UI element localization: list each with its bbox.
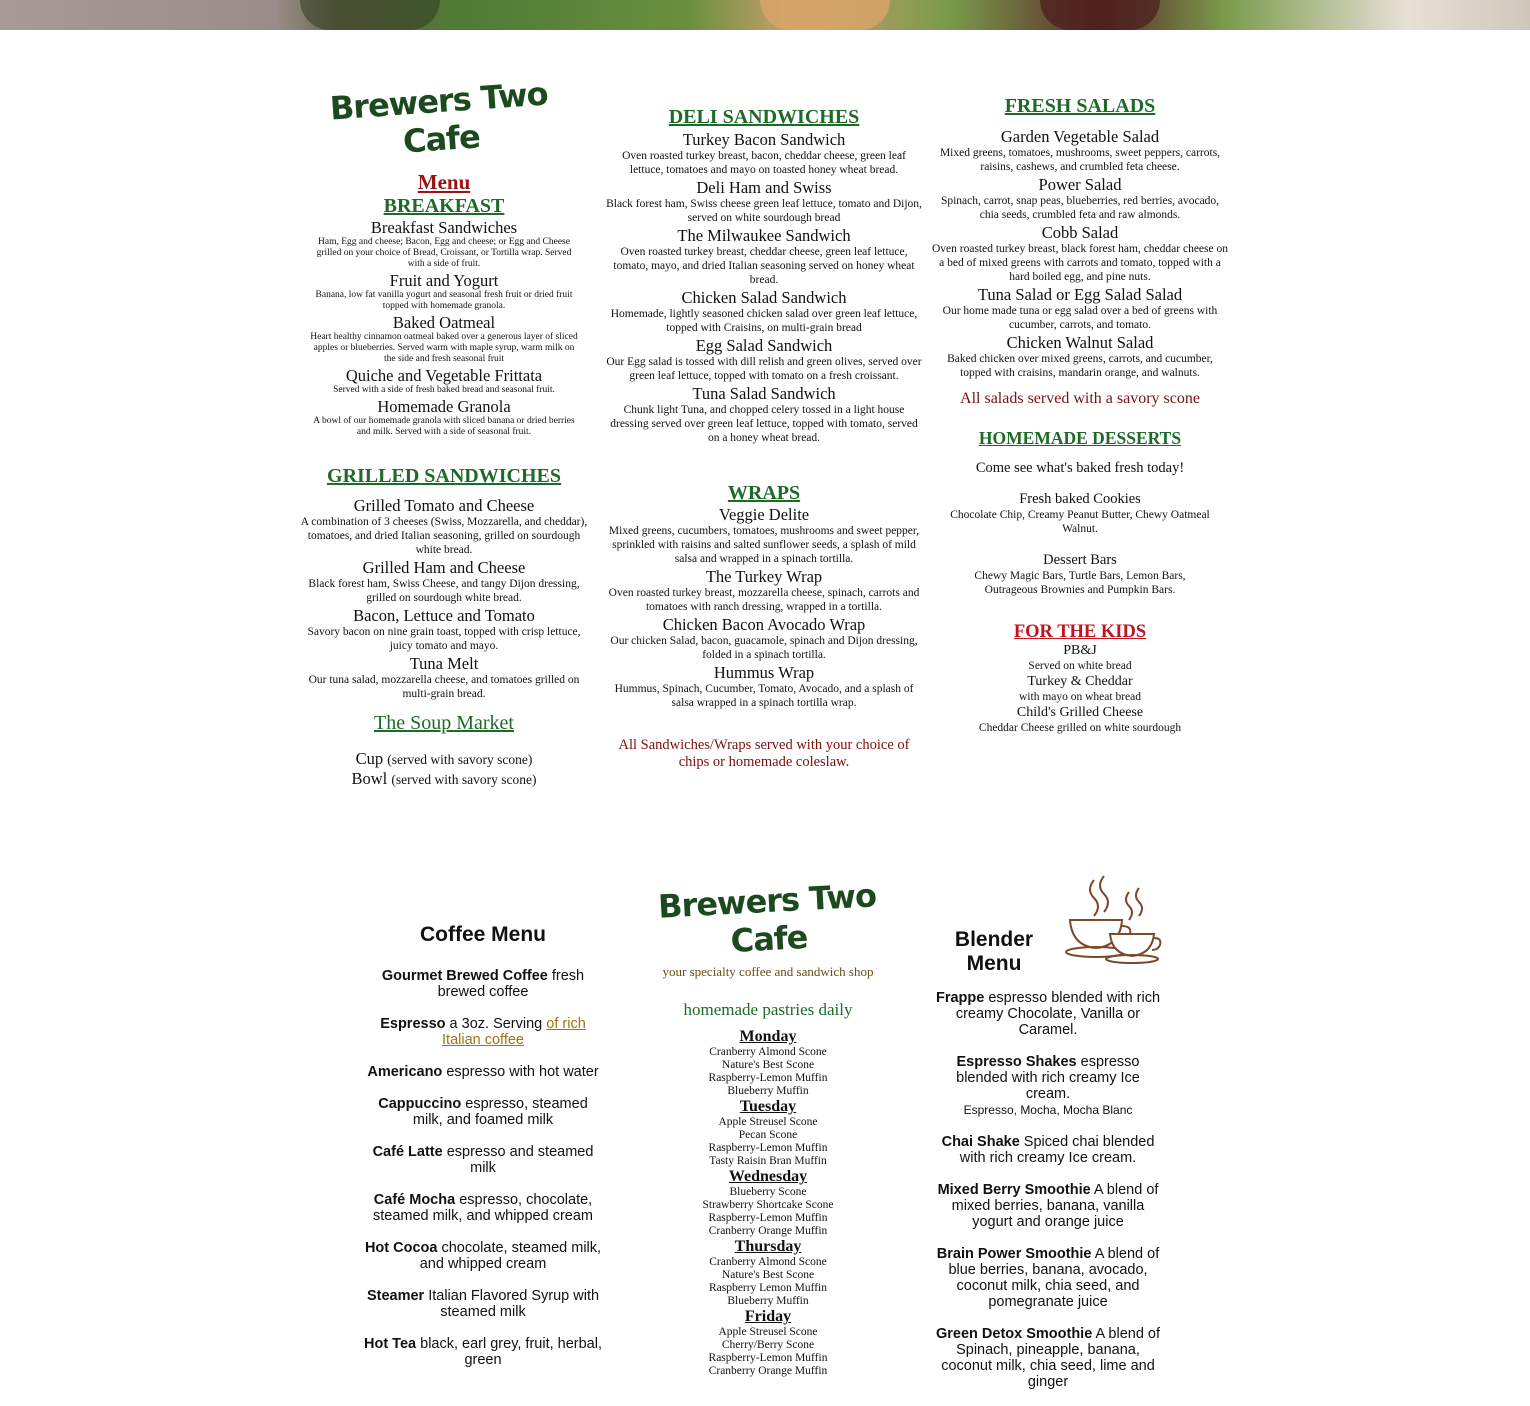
- menu-item-desc: Our chicken Salad, bacon, guacamole, spinach and Dijon dressing, folded in a spinach tortilla.: [610, 635, 918, 661]
- desserts-heading: HOMEMADE DESSERTS: [978, 428, 1182, 448]
- menu-item-name: Fruit and Yogurt: [389, 271, 499, 290]
- menu-item-desc: Oven roasted turkey breast, bacon, cheddar cheese, green leaf lettuce, tomatoes and mayo on toasted honey wheat bread.: [622, 150, 906, 176]
- blender-item: [934, 1326, 1162, 1390]
- pastry-item: Cranberry Orange Muffin: [708, 1365, 828, 1377]
- coffee-item-name: Gourmet Brewed Coffee: [381, 968, 548, 984]
- menu-item-name: Chicken Walnut Salad: [1006, 333, 1154, 352]
- menu-item-desc: Oven roasted turkey breast, black forest ham, cheddar cheese on a bed of mixed greens with carrots and tomato, topped with a hard boiled egg, and pine nuts.: [931, 243, 1228, 283]
- menu-item-name: Tuna Melt: [409, 654, 479, 673]
- pastry-item: Nature's Best Scone: [721, 1059, 815, 1071]
- pastries-heading: homemade pastries daily: [683, 1000, 853, 1019]
- salads-heading: FRESH SALADS: [1004, 95, 1156, 117]
- coffee-item: [363, 968, 603, 1000]
- menu-item-name: Hummus Wrap: [713, 663, 815, 682]
- menu-item-name: Tuna Salad Sandwich: [692, 384, 836, 403]
- blender-item-name: Brain Power Smoothie: [936, 1246, 1092, 1262]
- blender-item-desc: A blend of Spinach, pineapple, banana, coconut milk, chia seed, lime and ginger: [941, 1326, 1161, 1390]
- menu-item-name: Turkey Bacon Sandwich: [682, 130, 846, 149]
- pastry-item: Blueberry Muffin: [727, 1295, 809, 1307]
- hero-plate-shadow: [300, 0, 440, 30]
- grilled-list: [298, 496, 590, 701]
- menu-item-name: Homemade Granola: [377, 397, 511, 416]
- coffee-item-desc: black, earl grey, fruit, herbal, green: [420, 1336, 602, 1368]
- menu-item-desc: Heart healthy cinnamon oatmeal baked over a generous layer of sliced apples or blueberries. Served warm with maple syrup, warm milk on the side and fresh seasonal fruit: [310, 332, 578, 364]
- food-column-middle: [606, 104, 922, 771]
- menu-item-name: Garden Vegetable Salad: [1000, 127, 1160, 146]
- menu-item-desc: Hummus, Spinach, Cucumber, Tomato, Avocado, and a splash of salsa wrapped in a spinach tortilla wrap.: [614, 683, 914, 709]
- menu-item-desc: Black forest ham, Swiss cheese green leaf lettuce, tomato and Dijon, served on white sourdough bread: [606, 198, 922, 224]
- blender-item-desc: espresso blended with rich creamy Chocolate, Vanilla or Caramel.: [955, 990, 1161, 1038]
- menu-item-desc: Oven roasted turkey breast, mozzarella cheese, spinach, carrots and tomatoes with ranch dressing, wrapped in a tortilla.: [608, 587, 920, 613]
- kids-list: [930, 643, 1230, 736]
- brand-logo-secondary: Brewers Two Cafe: [657, 876, 877, 960]
- deli-heading: DELI SANDWICHES: [668, 106, 860, 128]
- kids-item-desc: Cheddar Cheese grilled on white sourdough: [978, 722, 1182, 734]
- pastry-item: Strawberry Shortcake Scone: [702, 1199, 834, 1211]
- food-column-right: [930, 93, 1230, 736]
- kids-item-desc: Served on white bread: [1028, 660, 1132, 672]
- menu-item-desc: Baked chicken over mixed greens, carrots, and cucumber, topped with craisins, mandarin orange, and walnuts.: [947, 353, 1213, 379]
- soup-bowl-label: Bowl: [351, 769, 388, 788]
- coffee-item-desc: espresso, chocolate, steamed milk, and whipped cream: [372, 1192, 594, 1224]
- kids-item-name: Turkey & Cheddar: [1027, 674, 1133, 689]
- pastry-day: Thursday: [734, 1238, 802, 1255]
- coffee-item-desc: espresso with hot water: [446, 1064, 599, 1080]
- pastry-day: Monday: [739, 1028, 797, 1045]
- pastry-item: Nature's Best Scone: [721, 1269, 815, 1281]
- menu-item-desc: Our tuna salad, mozzarella cheese, and tomatoes grilled on multi-grain bread.: [308, 674, 580, 700]
- menu-item-name: Breakfast Sandwiches: [370, 218, 518, 237]
- menu-item-desc: Mixed greens, cucumbers, tomatoes, mushrooms and sweet pepper, sprinkled with raisins and salted sunflower seeds, a splash of mild salsa and wrapped in a spinach tortilla.: [608, 525, 920, 565]
- kids-item-name: PB&J: [1063, 643, 1097, 658]
- menu-item-desc: Our home made tuna or egg salad over a bed of greens with cucumber, carrots, and tomato.: [942, 305, 1218, 331]
- coffee-item-name: Espresso: [380, 1016, 446, 1032]
- blender-item-desc: A blend of blue berries, banana, avocado, coconut milk, chia seed, and pomegranate juice: [948, 1246, 1160, 1310]
- blender-list: [934, 990, 1162, 1390]
- menu-item-name: Deli Ham and Swiss: [696, 178, 832, 197]
- blender-item: [934, 990, 1162, 1038]
- kids-item-name: Child's Grilled Cheese: [1016, 705, 1144, 720]
- menu-item-desc: Savory bacon on nine grain toast, topped with crisp lettuce, juicy tomato and mayo.: [307, 626, 581, 652]
- food-column-left: [298, 74, 598, 789]
- pastry-item: Apple Streusel Scone: [718, 1326, 818, 1338]
- coffee-item-desc: espresso and steamed milk: [446, 1144, 594, 1176]
- menu-item-name: Grilled Tomato and Cheese: [353, 496, 535, 515]
- blender-item: [934, 1054, 1162, 1118]
- pastries-list: [618, 1028, 918, 1378]
- salads-list: [930, 127, 1230, 380]
- menu-item-name: The Turkey Wrap: [705, 567, 823, 586]
- coffee-list: [363, 968, 603, 1368]
- blender-item: [934, 1246, 1162, 1310]
- desserts-intro: Come see what's baked fresh today!: [975, 460, 1185, 476]
- wraps-note: All Sandwiches/Wraps served with your choice of chips or homemade coleslaw.: [618, 737, 910, 770]
- coffee-item: [363, 1240, 603, 1272]
- blender-item: [934, 1182, 1162, 1230]
- menu-item-name: Cobb Salad: [1041, 223, 1119, 242]
- kids-item-desc: with mayo on wheat bread: [1019, 691, 1141, 703]
- pastry-day: Friday: [744, 1308, 792, 1325]
- pastry-item: Pecan Scone: [738, 1129, 798, 1141]
- coffee-cups-icon: [1064, 872, 1164, 964]
- blender-item-name: Chai Shake: [941, 1134, 1020, 1150]
- menu-item-desc: A bowl of our homemade granola with sliced banana or dried berries and milk. Served with a side of seasonal fruit.: [313, 416, 575, 437]
- menu-item-desc: Homemade, lightly seasoned chicken salad over green leaf lettuce, topped with Craisins, on multi-grain bread: [610, 308, 918, 334]
- pastry-item: Cranberry Orange Muffin: [708, 1225, 828, 1237]
- menu-item-desc: Banana, low fat vanilla yogurt and seasonal fresh fruit or dried fruit topped with homemade granola.: [315, 290, 573, 311]
- menu-item-desc: Mixed greens, tomatoes, mushrooms, sweet peppers, carrots, raisins, cashews, and crumbled feta cheese.: [939, 147, 1221, 173]
- coffee-item-name: Café Mocha: [373, 1192, 456, 1208]
- blender-item-desc: A blend of mixed berries, banana, vanilla yogurt and orange juice: [951, 1182, 1159, 1230]
- blender-item-name: Mixed Berry Smoothie: [937, 1182, 1091, 1198]
- pastry-item: Cranberry Almond Scone: [709, 1256, 827, 1268]
- blender-title-line2: Menu: [966, 952, 1022, 975]
- pastry-item: Raspberry-Lemon Muffin: [708, 1142, 828, 1154]
- coffee-item-desc: espresso, steamed milk, and foamed milk: [412, 1096, 588, 1128]
- soup-cup: [298, 749, 590, 769]
- menu-item-name: Chicken Salad Sandwich: [681, 288, 847, 307]
- blender-column: [934, 928, 1162, 1406]
- coffee-item-desc: fresh brewed coffee: [437, 968, 585, 1000]
- blender-title-line1: Blender: [954, 928, 1034, 951]
- coffee-item-name: Steamer: [366, 1288, 425, 1304]
- bars-desc: Chewy Magic Bars, Turtle Bars, Lemon Bars, Outrageous Brownies and Pumpkin Bars.: [974, 570, 1186, 596]
- pastry-item: Blueberry Scone: [729, 1186, 807, 1198]
- menu-item-name: Veggie Delite: [718, 505, 810, 524]
- coffee-item: [363, 1096, 603, 1128]
- soup-bowl-note: (served with savory scone): [391, 772, 537, 787]
- coffee-item-name: Café Latte: [372, 1144, 443, 1160]
- wraps-heading: WRAPS: [727, 482, 801, 504]
- coffee-item-name: Cappuccino: [378, 1096, 462, 1112]
- soup-cup-label: Cup: [355, 749, 384, 768]
- menu-item-name: Quiche and Vegetable Frittata: [345, 366, 543, 385]
- coffee-item: [363, 1336, 603, 1368]
- pastry-item: Raspberry-Lemon Muffin: [708, 1352, 828, 1364]
- brand-tagline: your specialty coffee and sandwich shop: [662, 964, 874, 979]
- coffee-item-desc: a 3oz. Serving: [449, 1016, 543, 1032]
- soup-bowl: [298, 769, 590, 789]
- menu-item-name: Baked Oatmeal: [392, 313, 496, 332]
- pastry-item: Cherry/Berry Scone: [721, 1339, 815, 1351]
- coffee-item-link[interactable]: of rich Italian coffee: [442, 1016, 586, 1048]
- menu-title: Menu: [417, 170, 471, 194]
- deli-list: [606, 130, 922, 445]
- coffee-item-desc: Italian Flavored Syrup with steamed milk: [428, 1288, 600, 1320]
- pastry-day: Wednesday: [728, 1168, 808, 1185]
- menu-item-desc: Oven roasted turkey breast, cheddar cheese, green leaf lettuce, tomato, mayo, and dried Italian seasoning served on honey wheat bread.: [613, 246, 915, 286]
- hero-fruit: [760, 0, 890, 30]
- breakfast-heading: BREAKFAST: [383, 195, 505, 217]
- pastries-column: [618, 876, 918, 1378]
- pastry-item: Cranberry Almond Scone: [709, 1046, 827, 1058]
- blender-item-name: Frappe: [935, 990, 985, 1006]
- kids-heading: FOR THE KIDS: [1013, 622, 1147, 642]
- coffee-item-name: Hot Tea: [363, 1336, 417, 1352]
- blender-item-sub: Espresso, Mocha, Mocha Blanc: [963, 1103, 1133, 1117]
- menu-item-name: Egg Salad Sandwich: [695, 336, 833, 355]
- blender-item: [934, 1134, 1162, 1166]
- blender-item-desc: espresso blended with rich creamy Ice cream.: [956, 1054, 1140, 1102]
- blender-item-name: Green Detox Smoothie: [935, 1326, 1093, 1342]
- soup-heading: The Soup Market: [374, 712, 514, 734]
- menu-item-desc: Black forest ham, Swiss Cheese, and tangy Dijon dressing, grilled on sourdough white bread.: [308, 578, 580, 604]
- hero-food-image: [0, 0, 1530, 30]
- menu-item-name: The Milwaukee Sandwich: [677, 226, 851, 245]
- wraps-list: [606, 505, 922, 710]
- coffee-item-desc: chocolate, steamed milk, and whipped cream: [419, 1240, 602, 1272]
- soup-cup-note: (served with savory scone): [387, 752, 533, 767]
- coffee-item: [363, 1016, 603, 1048]
- salads-note: All salads served with a savory scone: [960, 390, 1200, 407]
- menu-item-name: Power Salad: [1038, 175, 1122, 194]
- menu-item-desc: Spinach, carrot, snap peas, blueberries, red berries, avocado, chia seeds, crumbled feta and raw almonds.: [940, 195, 1220, 221]
- coffee-title: Coffee Menu: [420, 923, 546, 946]
- menu-item-name: Chicken Bacon Avocado Wrap: [662, 615, 866, 634]
- grilled-heading: GRILLED SANDWICHES: [327, 465, 561, 487]
- coffee-item: [363, 1144, 603, 1176]
- brand-logo: Brewers Two Cafe: [328, 74, 549, 161]
- coffee-item-name: Hot Cocoa: [364, 1240, 438, 1256]
- menu-item-desc: Served with a side of fresh baked bread and seasonal fruit.: [333, 385, 555, 395]
- menu-item-desc: Our Egg salad is tossed with dill relish and green olives, served over green leaf lettuce, topped with tomato on a fresh croissant.: [606, 356, 922, 382]
- menu-item-desc: Ham, Egg and cheese; Bacon, Egg and cheese; or Egg and Cheese grilled on your choice of Bread, Croissant, or Tortilla wrap. Served with a side of fruit.: [316, 237, 572, 269]
- blender-item-desc: Spiced chai blended with rich creamy Ice cream.: [959, 1134, 1155, 1166]
- coffee-item-name: Americano: [367, 1064, 443, 1080]
- coffee-item: [363, 1288, 603, 1320]
- breakfast-list: [298, 218, 590, 438]
- menu-item-desc: A combination of 3 cheeses (Swiss, Mozzarella, and cheddar), tomatoes, and dried Italian seasoning, grilled on sourdough white bread.: [300, 516, 588, 556]
- bars-title: Dessert Bars: [1043, 552, 1117, 568]
- blender-item-name: Espresso Shakes: [956, 1054, 1077, 1070]
- pastry-item: Apple Streusel Scone: [718, 1116, 818, 1128]
- coffee-item: [363, 1064, 603, 1080]
- pastry-day: Tuesday: [739, 1098, 797, 1115]
- pastry-item: Raspberry-Lemon Muffin: [708, 1212, 828, 1224]
- pastry-item: Tasty Raisin Bran Muffin: [709, 1155, 827, 1167]
- menu-item-name: Bacon, Lettuce and Tomato: [353, 606, 535, 625]
- pastry-item: Blueberry Muffin: [727, 1085, 809, 1097]
- coffee-item: [363, 1192, 603, 1224]
- pastry-item: Raspberry-Lemon Muffin: [708, 1072, 828, 1084]
- menu-item-name: Tuna Salad or Egg Salad Salad: [977, 285, 1183, 304]
- cookies-title: Fresh baked Cookies: [1019, 491, 1141, 507]
- menu-item-desc: Chunk light Tuna, and chopped celery tossed in a light house dressing served over green leaf lettuce, topped with tomato, served on a honey wheat bread.: [610, 404, 918, 444]
- hero-berries: [1040, 0, 1160, 30]
- cookies-desc: Chocolate Chip, Creamy Peanut Butter, Chewy Oatmeal Walnut.: [950, 509, 1210, 535]
- menu-item-name: Grilled Ham and Cheese: [362, 558, 526, 577]
- pastry-item: Raspberry Lemon Muffin: [709, 1282, 827, 1294]
- coffee-column: [363, 922, 603, 1384]
